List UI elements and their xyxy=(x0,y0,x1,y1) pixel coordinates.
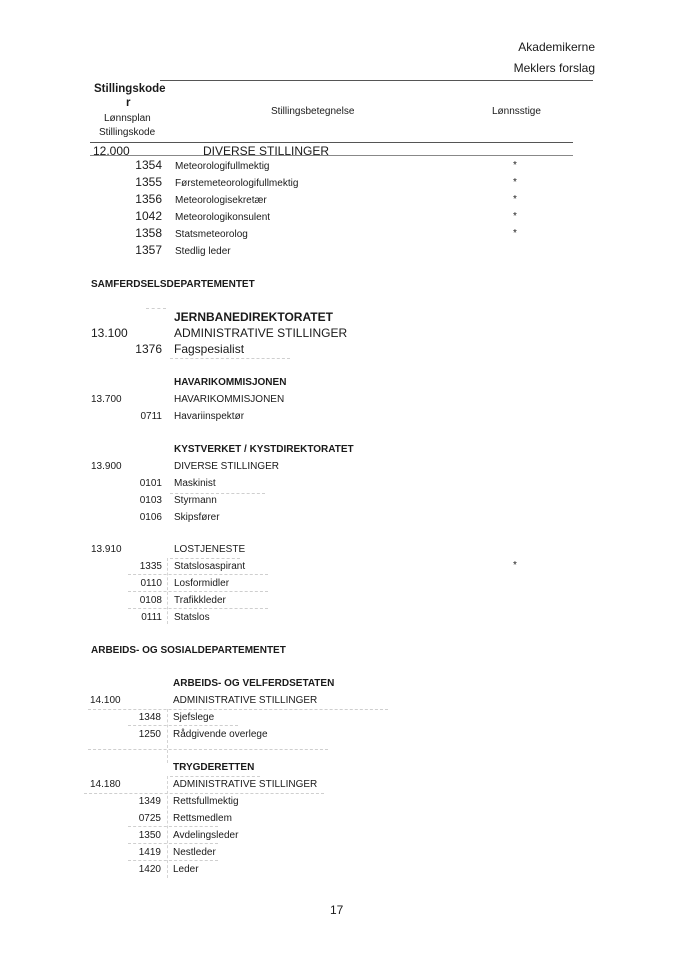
position-code: 1355 xyxy=(135,175,162,189)
section-code: 13.910 xyxy=(91,544,122,555)
ministry-heading: ARBEIDS- OG SOSIALDEPARTEMENTET xyxy=(91,645,286,656)
section-code: 13.900 xyxy=(91,461,122,472)
section-code: 12.000 xyxy=(93,144,130,158)
organization-label: Akademikerne xyxy=(518,40,595,54)
scan-artifact-dash xyxy=(84,793,324,794)
position-name: Maskinist xyxy=(174,478,216,489)
position-name: Statsmeteorolog xyxy=(175,229,248,240)
position-code: 1349 xyxy=(138,796,161,807)
scan-artifact-dash xyxy=(128,574,268,575)
agency-heading: JERNBANEDIREKTORATET xyxy=(174,310,333,324)
scan-artifact-dash xyxy=(170,358,290,359)
agency-heading: TRYGDERETTEN xyxy=(173,762,255,773)
position-name: Avdelingsleder xyxy=(173,830,239,841)
column-header-lonnsstige: Lønnsstige xyxy=(492,106,541,117)
agency-heading: ARBEIDS- OG VELFERDSETATEN xyxy=(173,678,335,689)
position-code: 1420 xyxy=(138,864,161,875)
position-name: Meteorologikonsulent xyxy=(175,212,271,223)
position-name: Stedlig leder xyxy=(175,246,231,257)
position-code: 1250 xyxy=(138,729,161,740)
position-name: Rettsfullmektig xyxy=(173,796,239,807)
position-code: 0725 xyxy=(138,813,161,824)
table-first-row-rule xyxy=(90,155,573,156)
position-name: Havariinspektør xyxy=(174,411,245,422)
section-title: DIVERSE STILLINGER xyxy=(174,461,280,472)
position-name: Førstemeteorologifullmektig xyxy=(175,178,299,189)
column-header-code-bold: Stillingskode xyxy=(94,83,166,95)
section-title: ADMINISTRATIVE STILLINGER xyxy=(173,779,318,790)
position-code: 1419 xyxy=(138,847,161,858)
salary-ladder-mark: * xyxy=(513,177,517,188)
section-code: 13.700 xyxy=(91,394,122,405)
salary-ladder-mark: * xyxy=(513,228,517,239)
table-header-rule xyxy=(90,142,573,143)
position-name: Leder xyxy=(173,864,199,875)
scan-artifact-vline xyxy=(167,776,168,878)
position-code: 1356 xyxy=(135,192,162,206)
position-code: 1354 xyxy=(135,158,162,172)
section-title: ADMINISTRATIVE STILLINGER xyxy=(174,326,348,340)
position-name: Sjefslege xyxy=(173,712,215,723)
scan-artifact-vline xyxy=(167,745,168,763)
scan-artifact-dash xyxy=(128,826,218,827)
scan-artifact-dash xyxy=(170,558,240,559)
position-code: 0106 xyxy=(139,512,162,523)
position-code: 1376 xyxy=(135,342,162,356)
position-code: 1042 xyxy=(135,209,162,223)
scan-artifact-dash xyxy=(146,308,166,309)
section-code: 14.100 xyxy=(90,695,121,706)
position-code: 1357 xyxy=(135,243,162,257)
position-name: Rettsmedlem xyxy=(173,813,232,824)
agency-heading: KYSTVERKET / KYSTDIREKTORATET xyxy=(174,444,354,455)
section-title: HAVARIKOMMISJONEN xyxy=(174,394,285,405)
agency-heading: HAVARIKOMMISJONEN xyxy=(174,377,287,388)
position-code: 0110 xyxy=(140,578,162,589)
position-name: Trafikkleder xyxy=(174,595,226,606)
salary-ladder-mark: * xyxy=(513,194,517,205)
position-code: 1358 xyxy=(135,226,162,240)
section-title: DIVERSE STILLINGER xyxy=(203,144,330,158)
section-code: 13.100 xyxy=(91,326,128,340)
proposal-label: Meklers forslag xyxy=(513,61,595,75)
position-name: Meteorologifullmektig xyxy=(175,161,270,172)
position-name: Fagspesialist xyxy=(174,342,245,356)
salary-ladder-mark: * xyxy=(513,160,517,171)
position-code: 0101 xyxy=(139,478,162,489)
column-header-betegnelse: Stillingsbetegnelse xyxy=(271,106,355,117)
position-name: Losformidler xyxy=(174,578,230,589)
position-code: 1348 xyxy=(138,712,161,723)
scan-artifact-dash xyxy=(170,493,265,494)
salary-ladder-mark: * xyxy=(513,211,517,222)
section-title: LOSTJENESTE xyxy=(174,544,246,555)
position-code: 1350 xyxy=(138,830,161,841)
scan-artifact-vline xyxy=(167,709,168,743)
position-code: 0711 xyxy=(140,411,162,422)
position-name: Meteorologisekretær xyxy=(175,195,267,206)
page-number: 17 xyxy=(330,903,344,917)
section-code: 14.180 xyxy=(90,779,121,790)
position-code: 0111 xyxy=(141,612,162,623)
position-name: Styrmann xyxy=(174,495,217,506)
position-name: Nestleder xyxy=(173,847,216,858)
scan-artifact-dash xyxy=(128,843,218,844)
column-header-lonnsplan: Lønnsplan xyxy=(104,113,151,124)
scan-artifact-dash xyxy=(128,591,268,592)
scan-artifact-dash xyxy=(128,860,218,861)
ministry-heading: SAMFERDSELSDEPARTEMENTET xyxy=(91,279,255,290)
position-name: Statslos xyxy=(174,612,210,623)
salary-ladder-mark: * xyxy=(513,560,517,571)
position-name: Skipsfører xyxy=(174,512,220,523)
position-name: Statslosaspirant xyxy=(174,561,246,572)
column-header-stillingskode: Stillingskode xyxy=(99,127,156,138)
position-code: 0103 xyxy=(139,495,162,506)
position-code: 1335 xyxy=(139,561,162,572)
scan-artifact-dash xyxy=(128,725,238,726)
position-code: 0108 xyxy=(139,595,162,606)
scan-artifact-dash xyxy=(88,749,328,750)
position-name: Rådgivende overlege xyxy=(173,729,268,740)
scan-artifact-dash xyxy=(88,709,388,710)
section-title: ADMINISTRATIVE STILLINGER xyxy=(173,695,318,706)
header-rule xyxy=(160,80,593,81)
scan-artifact-dash xyxy=(128,608,268,609)
scan-artifact-dash xyxy=(170,776,260,777)
column-header-code-bold-suffix: r xyxy=(126,97,131,109)
